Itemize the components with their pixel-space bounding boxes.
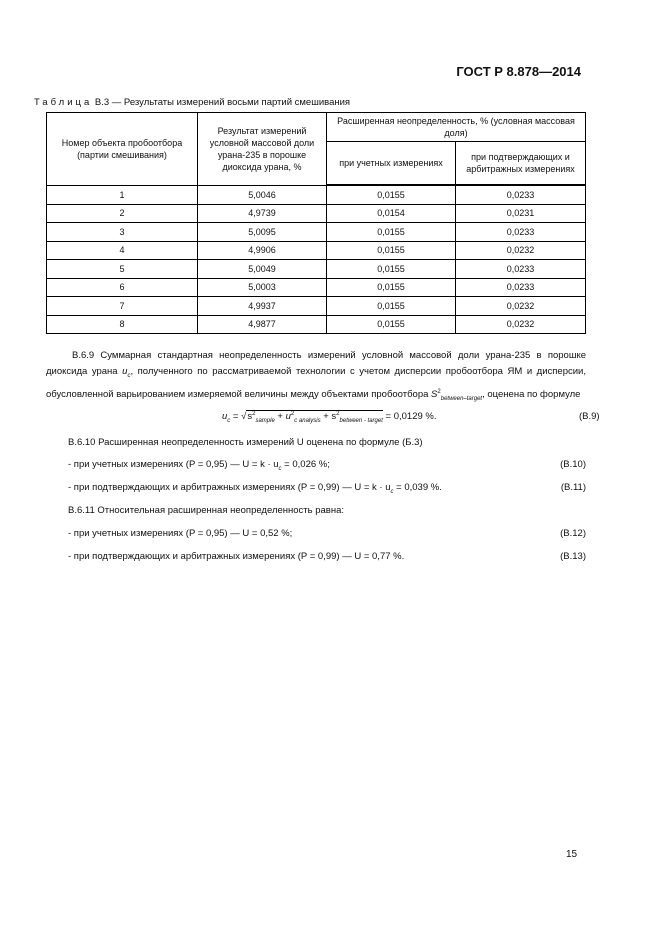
- table-cell: 0,0233: [456, 260, 586, 279]
- table-cell: 0,0155: [327, 260, 456, 279]
- table-cell: 5,0046: [198, 185, 327, 204]
- table-row: [47, 204, 586, 223]
- table-cell: 7: [47, 297, 198, 316]
- table-cell: 4: [47, 241, 198, 260]
- table-cell: 0,0233: [456, 185, 586, 204]
- table-row: [47, 297, 586, 316]
- table-caption-text: В.3 — Результаты измерений восьми партий смешивания: [94, 97, 351, 108]
- table-row: [47, 315, 586, 334]
- table-cell: 4,9906: [198, 241, 327, 260]
- table-cell: 4,9739: [198, 204, 327, 223]
- header-confirmatory: при подтверждающих и арбитражных измерениях: [456, 142, 586, 186]
- table-cell: 3: [47, 223, 198, 242]
- header-expanded-uncertainty: Расширенная неопределенность, % (условная массовая доля): [327, 113, 586, 142]
- results-table: [46, 112, 586, 334]
- table-row: [47, 185, 586, 204]
- header-sample-number: Номер объекта пробоотбора (партии смешивания): [47, 113, 198, 186]
- table-cell: 5: [47, 260, 198, 279]
- formula-b9: $u_c = √s^2_{sample} + u^2_{c analysis} + s^2_{between - target} = 0,0129$ %. (В.9): [222, 411, 600, 425]
- document-code: ГОСТ Р 8.878—2014: [456, 64, 581, 79]
- table-cell: 4,9937: [198, 297, 327, 316]
- paragraph-b610: В.6.10 Расширенная неопределенность измерений U оценена по формуле (Б.3): [68, 437, 423, 448]
- table-cell: 2: [47, 204, 198, 223]
- table-caption-prefix: Таблица: [34, 97, 93, 108]
- equation-b12: - при учетных измерениях (P = 0,95) — U = 0,52 %; (В.12): [68, 528, 586, 539]
- page-number: 15: [566, 849, 578, 860]
- table-cell: 0,0155: [327, 185, 456, 204]
- header-measurement-result: Результат измерений условной массовой доли урана-235 в порошке диоксида урана, %: [198, 113, 327, 186]
- table-cell: 0,0155: [327, 297, 456, 316]
- table-cell: 5,0049: [198, 260, 327, 279]
- table-cell: 0,0154: [327, 204, 456, 223]
- table-caption: [34, 97, 350, 108]
- equation-b13: - при подтверждающих и арбитражных измерениях (P = 0,99) — U = 0,77 %. (В.13): [68, 551, 586, 562]
- table-cell: 0,0232: [456, 241, 586, 260]
- table-cell: 8: [47, 315, 198, 334]
- table-cell: 5,0095: [198, 223, 327, 242]
- equation-number: (В.9): [579, 411, 600, 422]
- paragraph-b69: В.6.9 Суммарная стандартная неопределенность измерений условной массовой доли урана-235 в порошке диоксида урана $u_c$, полученного по рассматриваемой технологии с учетом дисперсии пробоотбора ЯМ и дисперсии, обусловленной варьированием измеряемой величины между объектами пробоотбора $S^2_{between-target}$, оценена по формуле: [46, 350, 586, 402]
- table-cell: 0,0155: [327, 278, 456, 297]
- table-row: [47, 278, 586, 297]
- table-cell: 0,0232: [456, 297, 586, 316]
- table-cell: 1: [47, 185, 198, 204]
- paragraph-b611: В.6.11 Относительная расширенная неопределенность равна:: [68, 505, 345, 516]
- table-cell: 0,0155: [327, 241, 456, 260]
- table-row: [47, 223, 586, 242]
- table-row: [47, 260, 586, 279]
- table-cell: 0,0155: [327, 315, 456, 334]
- equation-b10: - при учетных измерениях (P = 0,95) — $U = k \cdot u_c = 0,026$ %; (В.10): [68, 459, 586, 472]
- table-cell: 0,0231: [456, 204, 586, 223]
- table-cell: 0,0232: [456, 315, 586, 334]
- table-cell: 6: [47, 278, 198, 297]
- table-body: [47, 185, 586, 334]
- table-cell: 5,0003: [198, 278, 327, 297]
- table-row: [47, 241, 586, 260]
- table-cell: 0,0233: [456, 223, 586, 242]
- header-accounting: при учетных измерениях: [327, 142, 456, 186]
- table-cell: 0,0155: [327, 223, 456, 242]
- table-cell: 0,0233: [456, 278, 586, 297]
- table-cell: 4,9877: [198, 315, 327, 334]
- equation-b11: - при подтверждающих и арбитражных измерениях (P = 0,99) — $U = k \cdot u_c = 0,039$ %. (В.11): [68, 482, 586, 495]
